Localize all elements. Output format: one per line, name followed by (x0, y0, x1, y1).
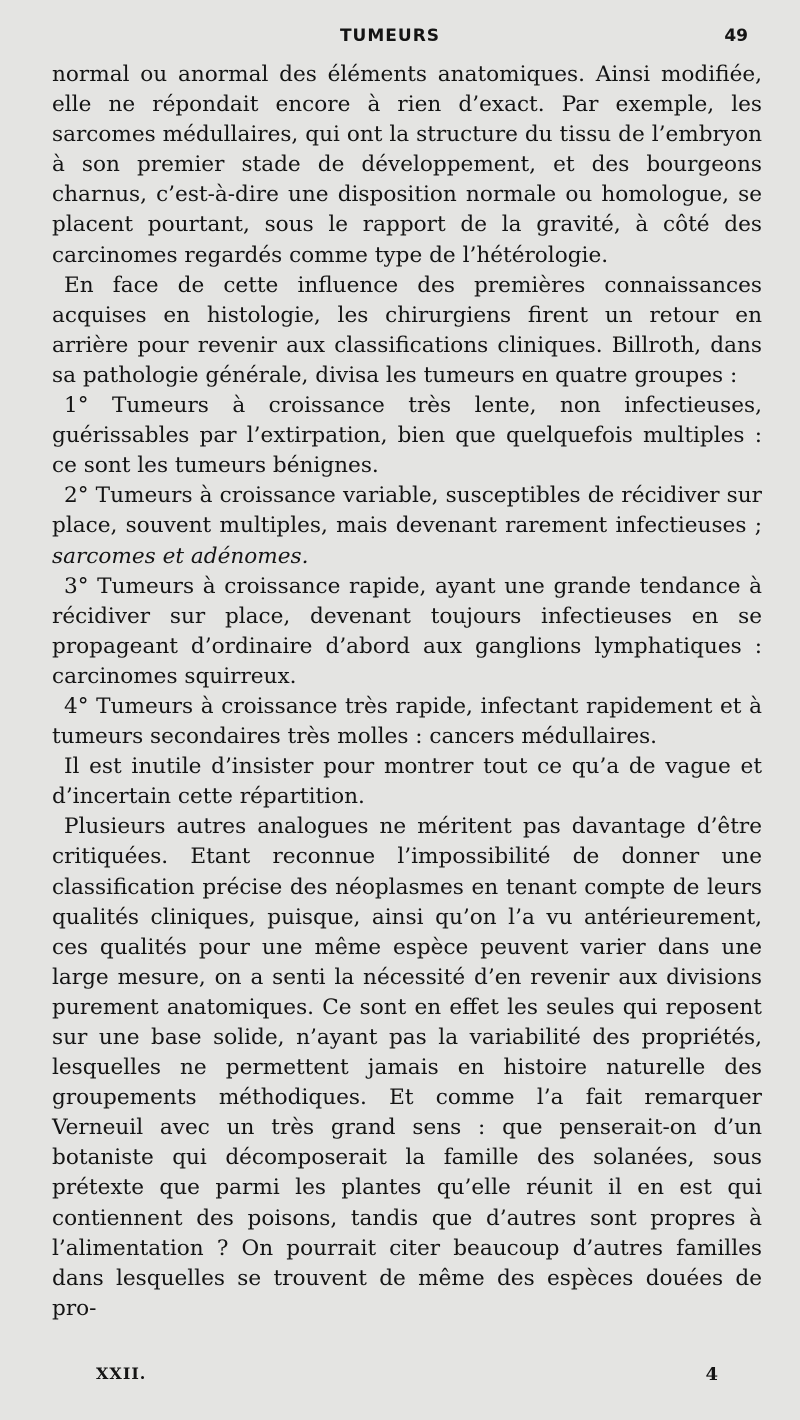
list-item-group-4: 4° Tumeurs à croissance très rapide, infectant rapidement et à tumeurs secondaires très molles : cancers médullaires. (52, 693, 762, 750)
list-item-group-1: 1° Tumeurs à croissance très lente, non infectieuses, guérissables par l’extirpation, bien que quelquefois multiples : ce sont les tumeurs bénignes. (52, 393, 762, 479)
running-head (0, 26, 800, 50)
signature-mark: XXII. (96, 1364, 147, 1383)
group-2-text: 2° Tumeurs à croissance variable, susceptibles de récidiver sur place, souvent multiples, mais devenant rarement infectieuses ; (52, 483, 762, 539)
list-item-group-3: 3° Tumeurs à croissance rapide, ayant une grande tendance à récidiver sur place, devenant toujours infectieuses en se propageant d’ordinaire d’abord aux ganglions lymphatiques : carcinomes squirreux. (52, 573, 762, 689)
list-item-group-2 (52, 481, 762, 571)
paragraph-critique: Il est inutile d’insister pour montrer tout ce qu’a de vague et d’incertain cette répartition. (52, 754, 762, 810)
group-2-italic: sarcomes et adénomes. (52, 543, 309, 569)
paragraph-classification: Plusieurs autres analogues ne méritent pas davantage d’être critiquées. Etant reconnue l’impossibilité de donner une classification précise des néoplasmes en tenant compte de leurs qualités cliniques, puisque, ainsi qu’on l’a vu antérieurement, ces qualités pour une même espèce peuvent varier dans une large mesure, on a senti la nécessité d’en revenir aux divisions purement anatomiques. Ce sont en effet les seules qui reposent sur une base solide, n’ayant pas la variabilité des propriétés, lesquelles ne permettent jamais en histoire naturelle des groupements méthodiques. Et comme l’a fait remarquer Verneuil avec un très grand sens : que penserait-on d’un botaniste qui décomposerait la famille des solanées, sous prétexte que parmi les plantes qu’elle réunit il en est qui contiennent des poisons, tandis que d’autres sont propres à l’alimentation ? On pourrait citer beaucoup d’autres familles dans lesquelles se trouvent de même des espèces douées de pro- (52, 814, 762, 1321)
running-title: TUMEURS (339, 26, 441, 46)
body-text (52, 60, 762, 1324)
page-footer (0, 1364, 800, 1388)
paragraph-billroth: En face de cette influence des premières connaissances acquises en histologie, les chirurgiens firent un retour en arrière pour revenir aux classifications cliniques. Billroth, dans sa pathologie générale, divisa les tumeurs en quatre groupes : (52, 272, 762, 388)
page-number: 49 (724, 26, 748, 46)
paragraph-continued: normal ou anormal des éléments anatomiques. Ainsi modifiée, elle ne répondait encore à rien d’exact. Par exemple, les sarcomes médullaires, qui ont la structure du tissu de l’embryon à son premier stade de développement, et des bourgeons charnus, c’est-à-dire une disposition normale ou homologue, se placent pourtant, sous le rapport de la gravité, à côté des carcinomes regardés comme type de l’hétérologie. (52, 62, 762, 268)
sheet-number: 4 (705, 1364, 718, 1385)
